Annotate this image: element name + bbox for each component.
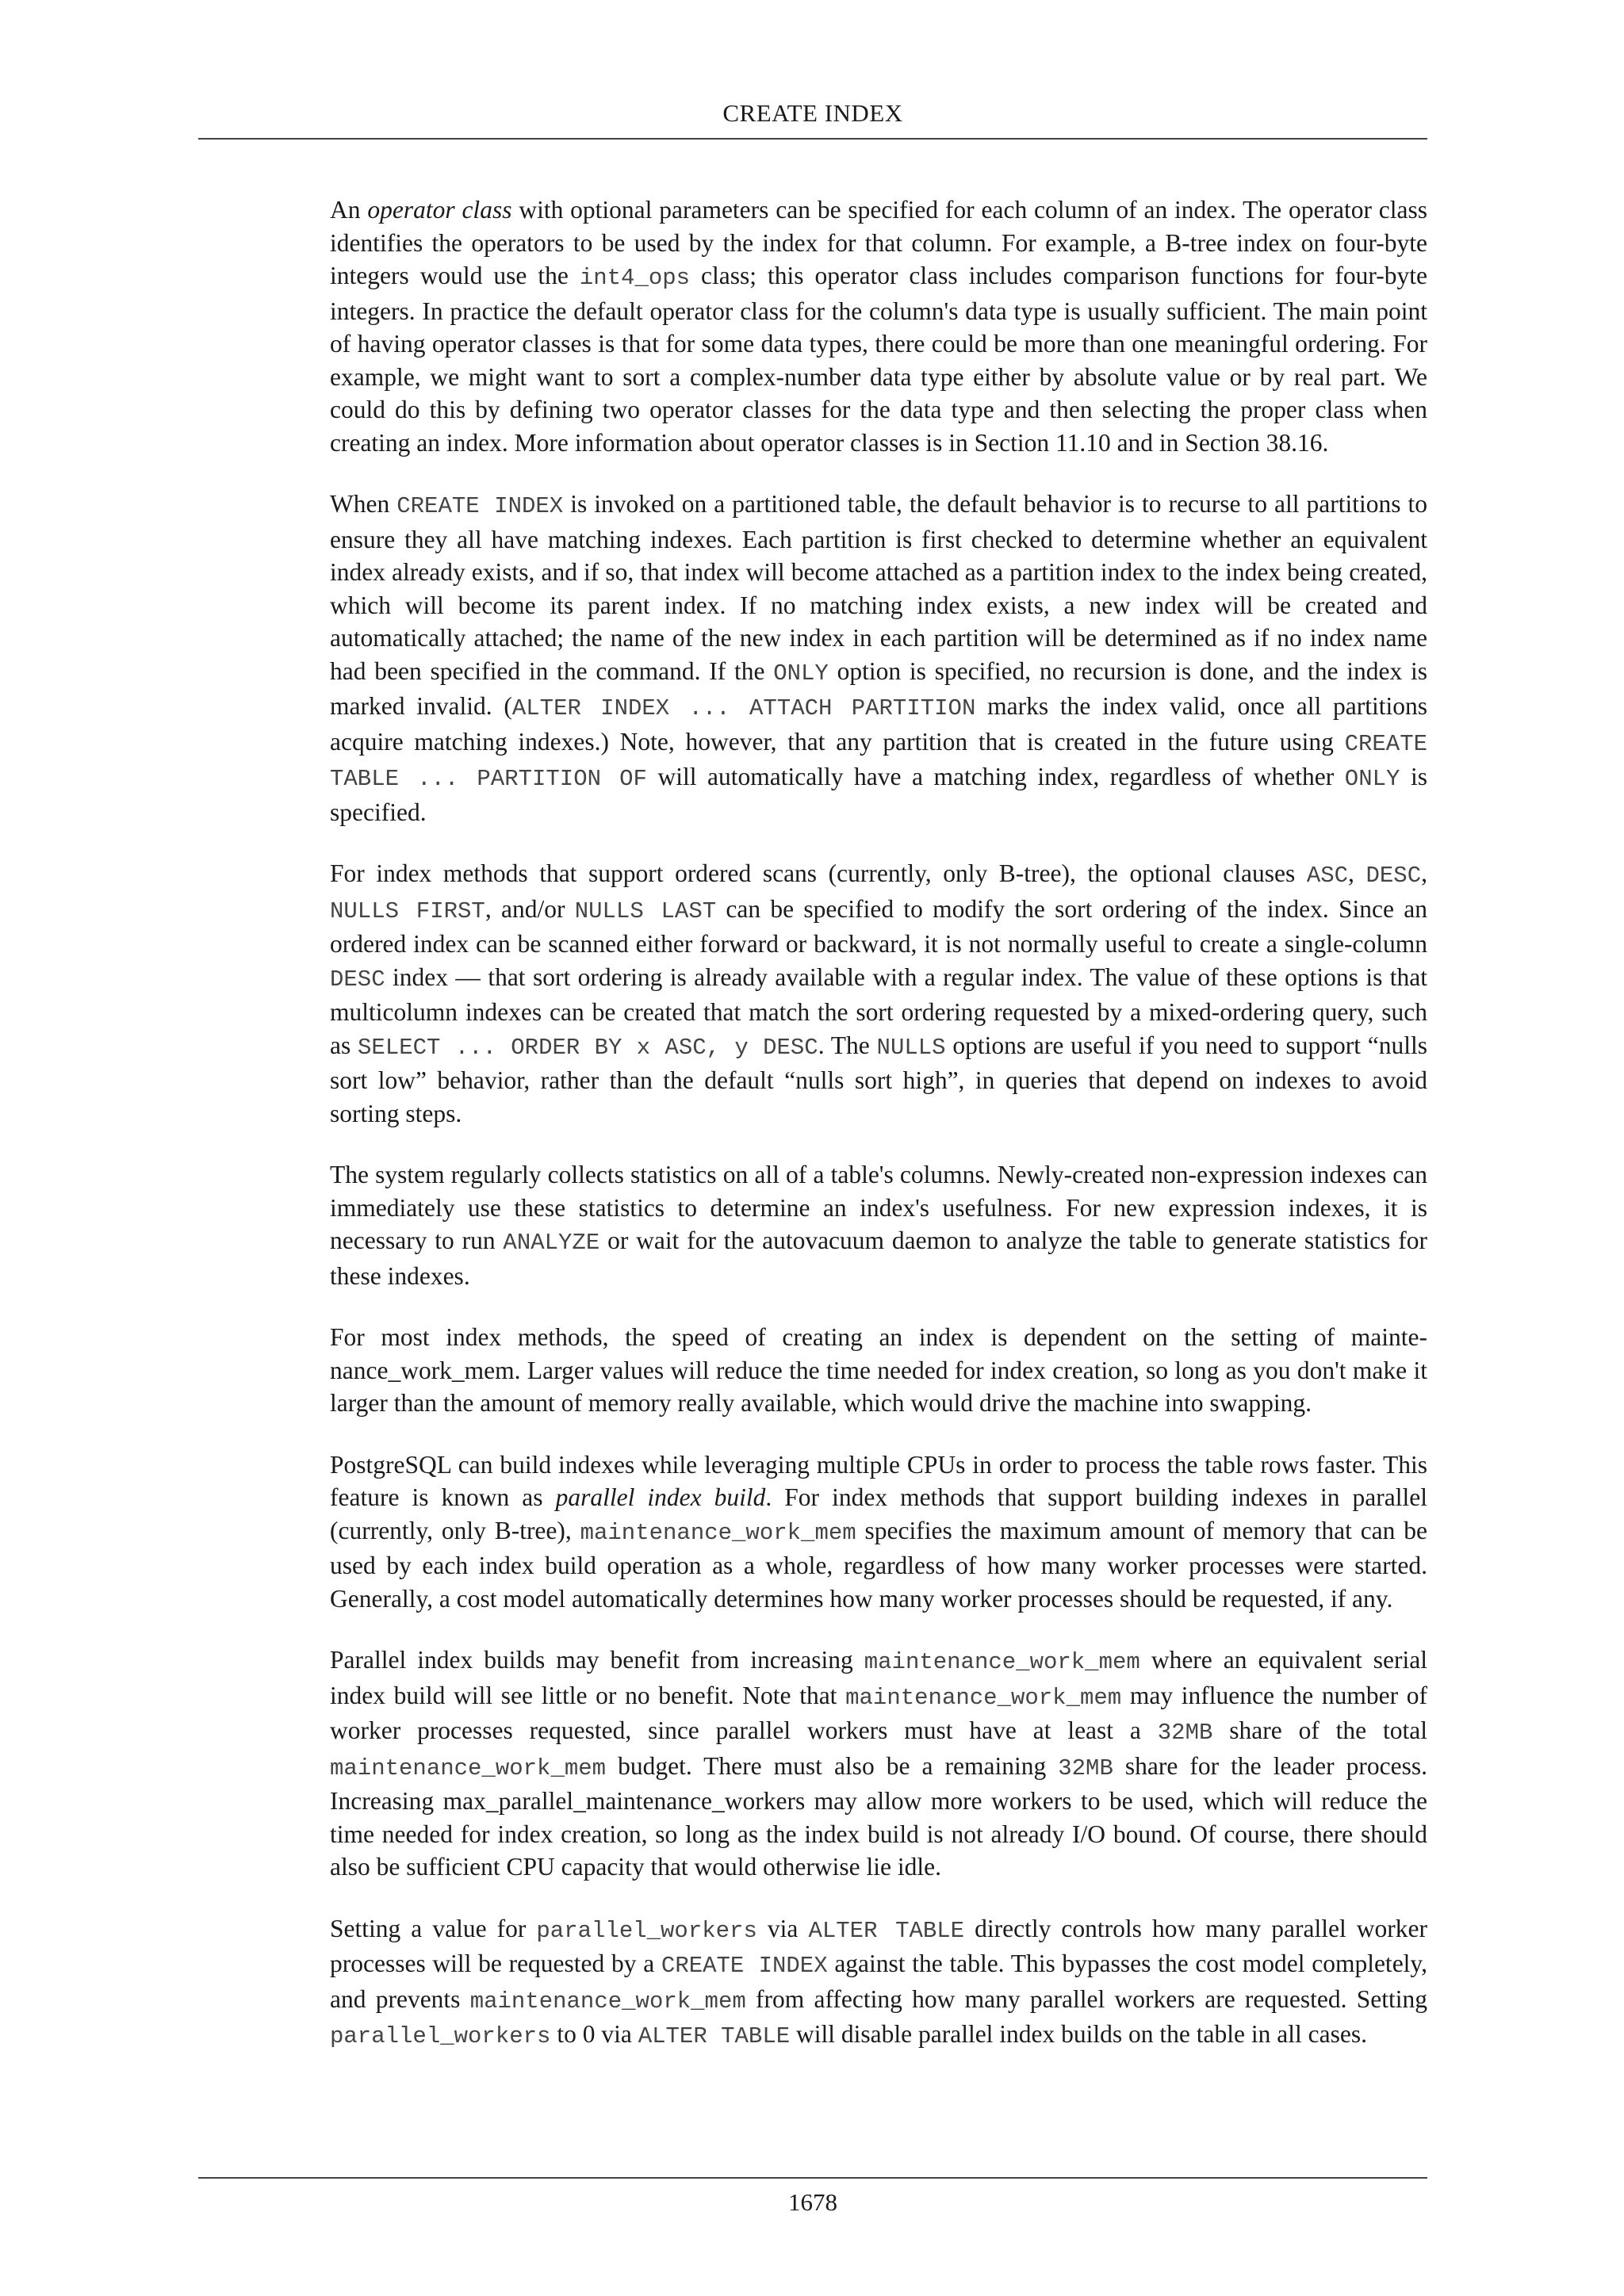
text-run: may influence the number of worker processes requested, since parallel workers must have at least a bbox=[330, 1681, 1427, 1744]
emphasis-text: operator class bbox=[367, 196, 512, 224]
header-title: CREATE INDEX bbox=[722, 99, 903, 127]
inline-code: CREATE TABLE ... PARTITION OF bbox=[330, 730, 1427, 792]
text-run: share for the leader process. Increasing max_parallel_maintenance_workers may allow more workers to be used, which will reduce the time needed for index creation, so long as the index build is not already I/O bound. Of course, there should also be sufficient CPU capacity that would otherwise lie idle. bbox=[330, 1751, 1428, 1881]
paragraph bbox=[330, 1321, 1427, 1420]
inline-code: DESC bbox=[330, 966, 385, 993]
inline-code: CREATE INDEX bbox=[661, 1953, 828, 1979]
page-number: 1678 bbox=[788, 2188, 837, 2216]
inline-code: int4_ops bbox=[579, 265, 691, 291]
text-run: marks the index valid, once all partitions acquire matching indexes.) Note, however, that any partition that is created in the future using bbox=[330, 692, 1427, 756]
inline-code: DESC bbox=[1365, 863, 1422, 889]
text-run: via bbox=[756, 1914, 809, 1942]
inline-code: 32MB bbox=[1058, 1755, 1113, 1781]
paragraph bbox=[330, 1448, 1427, 1616]
text-run: is invoked on a partitioned table, the default behavior is to recurse to all partitions to ensure they all have matching indexes. Each partition is first checked to determine whether an equivalent index already exists, and if so, that index will become attached as a partition index to the index being created, which will become its parent index. If no matching index exists, a new index will be created and automatically attached; the name of the new index in each partition will be determined as if no index name had been specified in the command. If the bbox=[330, 490, 1427, 685]
text-run: , bbox=[1421, 859, 1427, 887]
text-run: , and/or bbox=[485, 894, 575, 923]
text-run: option is specified, no recursion is done, and the index is marked invalid. ( bbox=[330, 656, 1427, 720]
paragraph bbox=[330, 1912, 1427, 2053]
text-run: directly controls how many parallel worker processes will be requested by a bbox=[330, 1914, 1428, 1977]
text-run: is specified. bbox=[330, 763, 1427, 826]
inline-code: SELECT ... ORDER BY x ASC, y DESC bbox=[358, 1034, 818, 1061]
text-run: specifies the maximum amount of memory that can be used by each index build operation as a whole, regardless of how many worker processes were started. Generally, a cost model automatically determines how many worker processes should be requested, if any. bbox=[330, 1516, 1427, 1613]
text-run: will automatically have a matching index, regardless of whether bbox=[646, 763, 1345, 790]
paragraph bbox=[330, 1644, 1427, 1884]
inline-code: maintenance_work_mem bbox=[580, 1519, 856, 1546]
text-run: For most index methods, the speed of creating an index is dependent on the setting of maintenance_work_mem. Larger values will reduce the time needed for index creation, so long as you don't make it larger than the amount of memory really available, which would drive the machine into swapping. bbox=[330, 1323, 1427, 1417]
inline-code: ANALYZE bbox=[503, 1230, 600, 1256]
text-run: with optional parameters can be specified for each column of an index. The operator class identifies the operators to be used by the index for that column. For example, a B-tree index on four-byte integers would use the bbox=[330, 196, 1428, 289]
text-run: An bbox=[330, 196, 368, 224]
text-run: or wait for the autovacuum daemon to analyze the table to generate statistics for these indexes. bbox=[330, 1226, 1427, 1290]
inline-code: maintenance_work_mem bbox=[469, 1988, 746, 2015]
inline-code: maintenance_work_mem bbox=[330, 1755, 607, 1781]
text-run: Parallel index builds may benefit from increasing bbox=[330, 1646, 864, 1674]
inline-code: ONLY bbox=[1344, 766, 1400, 792]
inline-code: ONLY bbox=[773, 660, 829, 687]
inline-code: NULLS LAST bbox=[574, 897, 717, 924]
inline-code: maintenance_work_mem bbox=[864, 1649, 1140, 1675]
inline-code: CREATE INDEX bbox=[396, 493, 564, 519]
inline-code: ALTER INDEX ... ATTACH PARTITION bbox=[511, 695, 976, 721]
text-run: from affecting how many parallel workers are requested. Setting bbox=[745, 1984, 1427, 2013]
inline-code: parallel_workers bbox=[330, 2023, 551, 2049]
inline-code: NULLS FIRST bbox=[330, 897, 485, 924]
text-run: PostgreSQL can build indexes while leveraging multiple CPUs in order to process the table rows faster. This feature is known as bbox=[330, 1450, 1427, 1511]
text-run: share of the total bbox=[1212, 1716, 1428, 1744]
text-run: options are useful if you need to support “nulls sort low” behavior, rather than the default “nulls sort high”, in queries that depend on indexes to avoid sorting steps. bbox=[330, 1031, 1428, 1127]
running-header bbox=[198, 94, 1427, 140]
text-run: against the table. This bypasses the cost model completely, and prevents bbox=[330, 1950, 1428, 2013]
inline-code: parallel_workers bbox=[536, 1917, 757, 1944]
inline-code: NULLS bbox=[876, 1034, 946, 1061]
inline-code: ALTER TABLE bbox=[638, 2023, 791, 2049]
inline-code: maintenance_work_mem bbox=[845, 1684, 1122, 1711]
text-run: The system regularly collects statistics on all of a table's columns. Newly-created non-expression indexes can immediately use these statistics to determine an index's usefulness. For new expression indexes, it is necessary to run bbox=[330, 1161, 1427, 1254]
inline-code: ASC bbox=[1306, 863, 1349, 889]
text-run: For index methods that support ordered scans (currently, only B-tree), the optional clauses bbox=[330, 859, 1307, 887]
paragraph bbox=[330, 1158, 1427, 1292]
page-body bbox=[330, 193, 1427, 2082]
text-run: . The bbox=[818, 1031, 877, 1059]
text-run: class; this operator class includes comparison functions for four-byte integers. In practice the default operator class for the column's data type is usually sufficient. The main point of having operator classes is that for some data types, there could be more than one meaningful ordering. For example, we might want to sort a complex-number data type either by absolute value or by real part. We could do this by defining two operator classes for the data type and then selecting the proper class when creating an index. More information about operator classes is in Section 11.10 and in Section 38.16. bbox=[330, 262, 1427, 457]
paragraph bbox=[330, 488, 1427, 828]
text-run: can be specified to modify the sort ordering of the index. Since an ordered index can be scanned either forward or backward, it is not normally useful to create a single-column bbox=[330, 894, 1427, 958]
inline-code: ALTER TABLE bbox=[808, 1917, 965, 1944]
text-run: where an equivalent serial index build will see little or no benefit. Note that bbox=[330, 1646, 1427, 1709]
text-run: index — that sort ordering is already available with a regular index. The value of these options is that multicolumn indexes can be created that match the sort ordering requested by a mixed-ordering query, such as bbox=[330, 962, 1427, 1059]
text-run: to 0 via bbox=[550, 2020, 638, 2048]
inline-code: 32MB bbox=[1157, 1720, 1213, 1746]
text-run: will disable parallel index builds on the table in all cases. bbox=[790, 2020, 1367, 2048]
running-footer bbox=[198, 2177, 1427, 2217]
text-run: When bbox=[330, 490, 397, 518]
text-run: budget. There must also be a remaining bbox=[606, 1751, 1059, 1780]
paragraph bbox=[330, 193, 1427, 459]
text-run: Setting a value for bbox=[330, 1914, 537, 1942]
text-run: . For index methods that support building indexes in parallel (currently, only B-tree), bbox=[330, 1483, 1427, 1544]
paragraph bbox=[330, 857, 1427, 1130]
emphasis-text: parallel index build bbox=[555, 1483, 766, 1511]
text-run: , bbox=[1348, 859, 1366, 887]
